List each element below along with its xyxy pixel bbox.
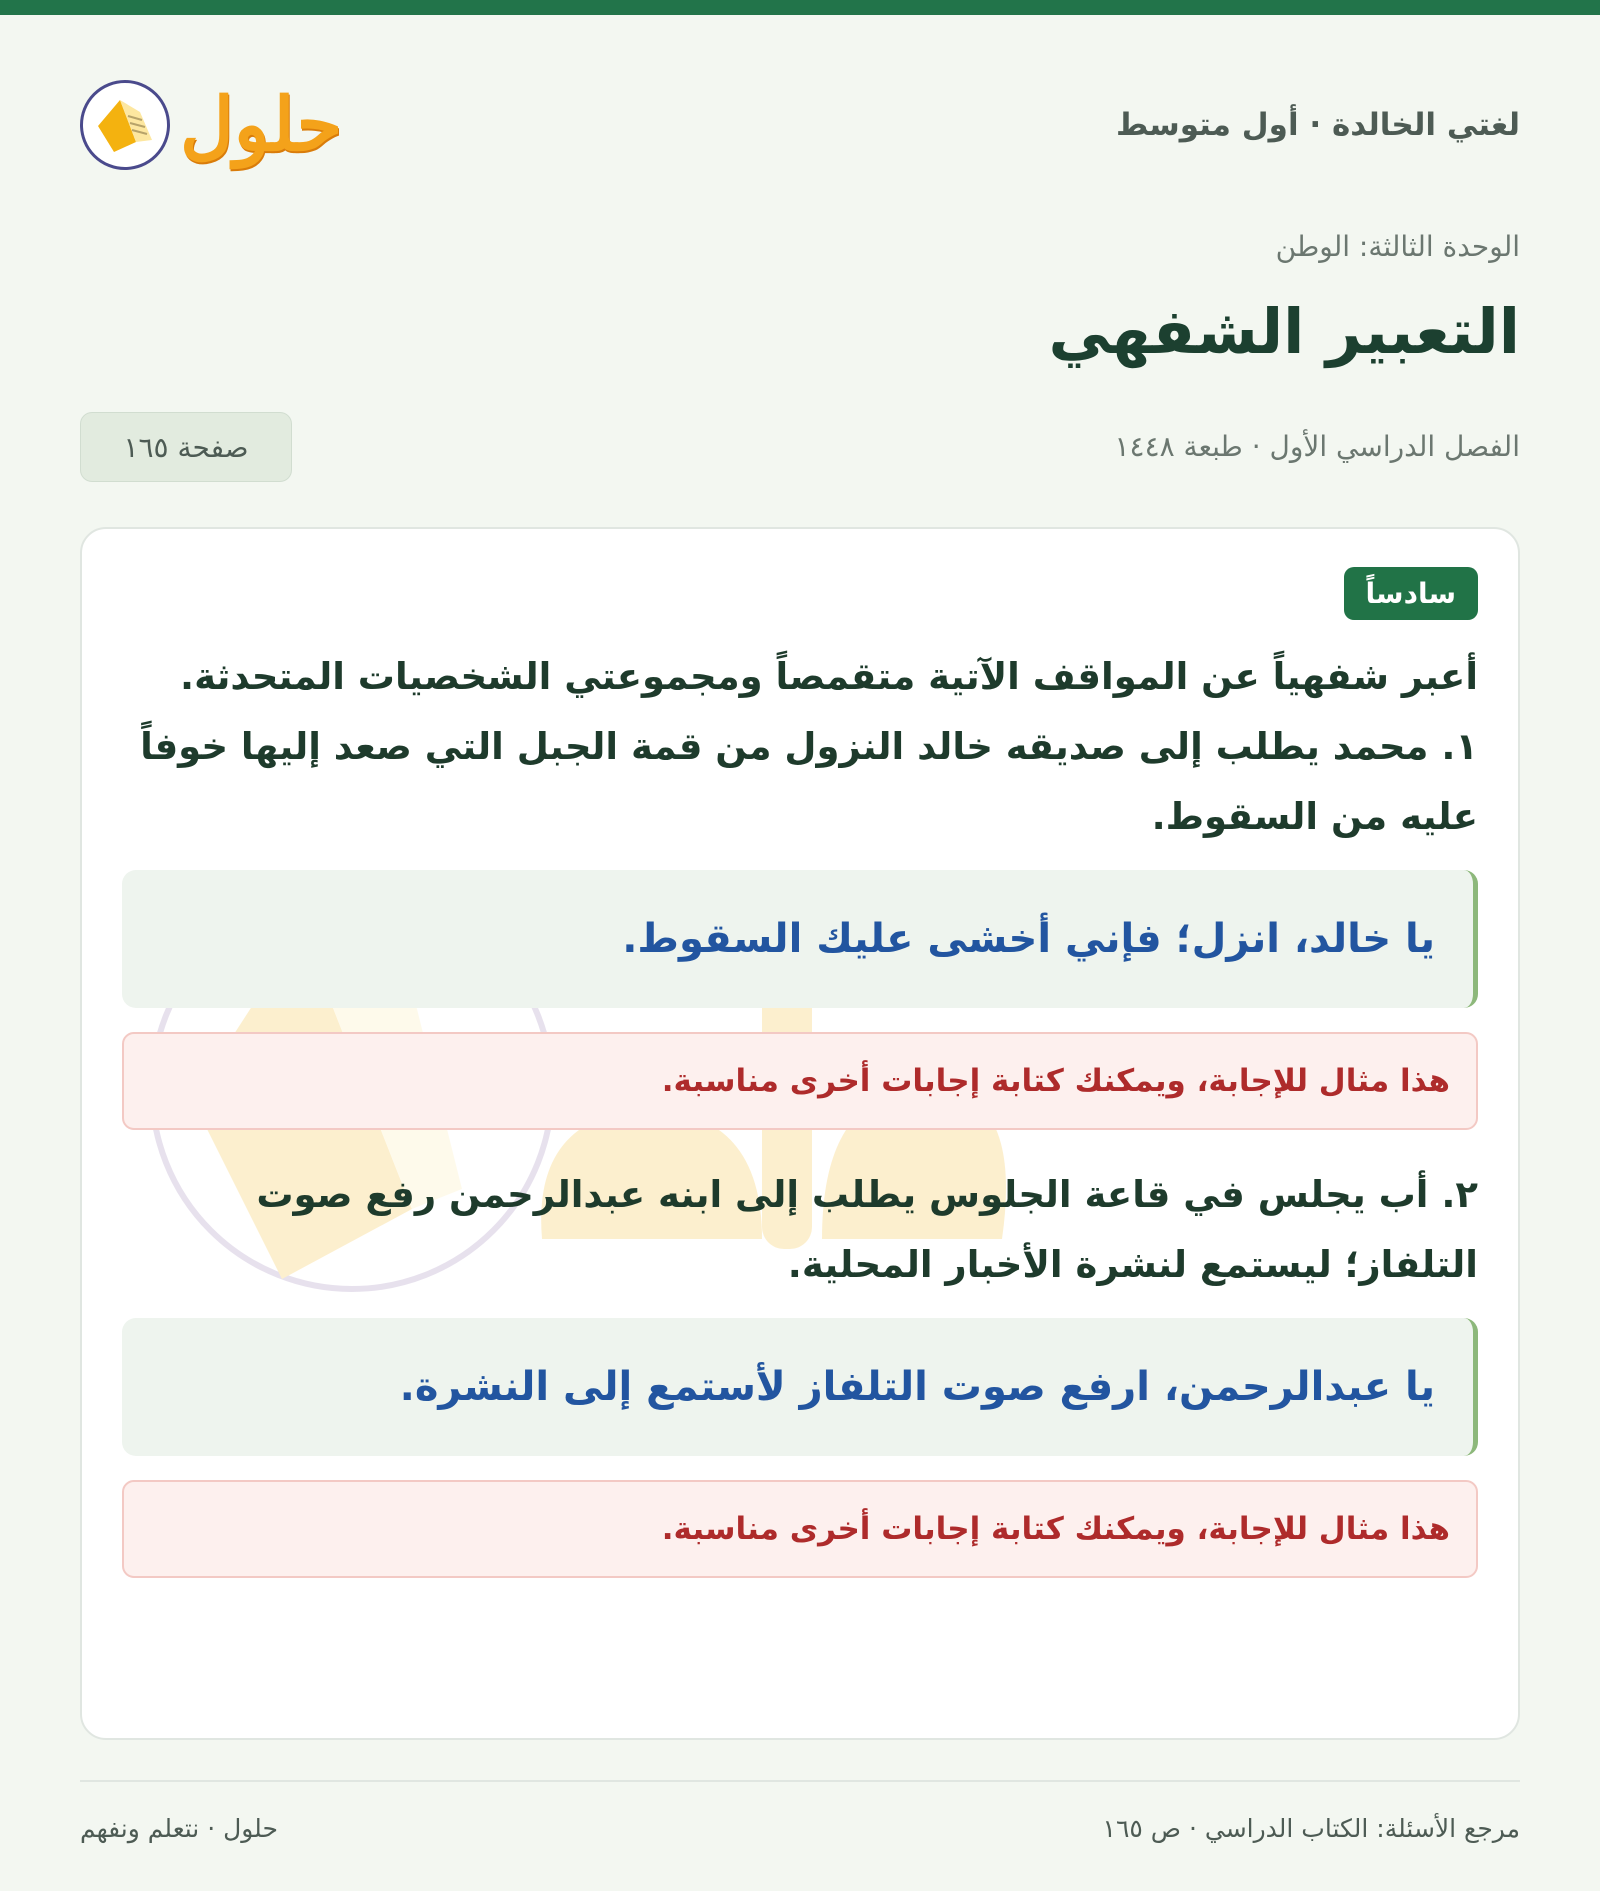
top-accent-bar <box>0 0 1600 15</box>
site-logo[interactable] <box>80 80 342 170</box>
site-footer <box>80 1780 1520 1843</box>
question-2: ٢. أب يجلس في قاعة الجلوس يطلب إلى ابنه عبدالرحمن رفع صوت التلفاز؛ ليستمع لنشرة الأخبار المحلية. <box>256 1173 1478 1286</box>
book-emblem-icon <box>80 80 170 170</box>
term-edition-label: الفصل الدراسي الأول · طبعة ١٤٤٨ <box>1114 430 1520 463</box>
footer-source: مرجع الأسئلة: الكتاب الدراسي · ص ١٦٥ <box>1102 1814 1520 1843</box>
question-1: ١. محمد يطلب إلى صديقه خالد النزول من قمة الجبل التي صعد إليها خوفاً عليه من السقوط. <box>140 725 1478 838</box>
answer-2: يا عبدالرحمن، ارفع صوت التلفاز لأستمع إلى النشرة. <box>122 1318 1478 1456</box>
answer-1: يا خالد، انزل؛ فإني أخشى عليك السقوط. <box>122 870 1478 1008</box>
answer-note-2: هذا مثال للإجابة، ويمكنك كتابة إجابات أخرى مناسبة. <box>122 1480 1478 1578</box>
course-title: لغتي الخالدة · أول متوسط <box>1116 107 1520 143</box>
page-number-chip: صفحة ١٦٥ <box>80 412 292 482</box>
footer-tagline: حلول · نتعلم ونفهم <box>80 1814 278 1843</box>
exercise-content <box>122 567 1478 1578</box>
exercise-card <box>80 527 1520 1740</box>
exercise-prompt: أعبر شفهياً عن المواقف الآتية متقمصاً ومجموعتي الشخصيات المتحدثة. <box>180 655 1478 698</box>
unit-label: الوحدة الثالثة: الوطن <box>1275 230 1520 263</box>
logo-wordmark: حلول <box>180 82 343 168</box>
answer-note-1: هذا مثال للإجابة، ويمكنك كتابة إجابات أخرى مناسبة. <box>122 1032 1478 1130</box>
site-header <box>80 70 1520 180</box>
exercise-badge: سادساً <box>1344 567 1478 620</box>
page-title: التعبير الشفهي <box>1048 295 1520 368</box>
